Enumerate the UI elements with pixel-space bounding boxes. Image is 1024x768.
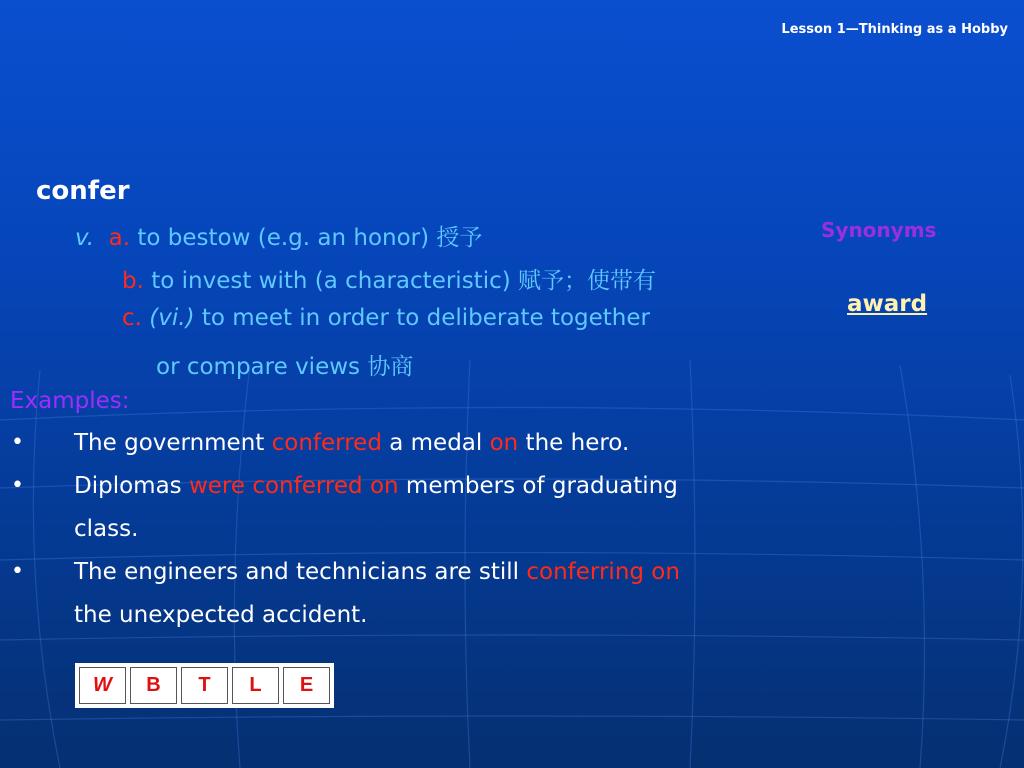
nav-button-b[interactable]: B bbox=[130, 667, 177, 704]
definition-c-continued bbox=[156, 348, 413, 381]
example-3 bbox=[74, 559, 680, 585]
vocabulary-word: confer bbox=[36, 176, 130, 206]
example-1 bbox=[74, 430, 629, 456]
definition-c-pos: (vi.) bbox=[149, 305, 195, 331]
definition-c-chinese: 协商 bbox=[367, 354, 414, 380]
definition-a-letter: a. bbox=[108, 225, 131, 251]
part-of-speech: v. bbox=[75, 225, 95, 251]
definition-b-text: to invest with (a characteristic) bbox=[151, 268, 511, 294]
example-1-highlight-1: conferred bbox=[271, 430, 382, 456]
definition-c bbox=[122, 305, 650, 331]
definition-c-text: to meet in order to deliberate together bbox=[201, 305, 650, 331]
examples-label: Examples: bbox=[10, 388, 130, 414]
example-2-part-1: Diplomas bbox=[74, 473, 189, 499]
definition-a-chinese: 授予 bbox=[436, 225, 483, 251]
definition-b-chinese: 赋予；使带有 bbox=[518, 268, 657, 294]
example-2-part-2: members of graduating bbox=[398, 473, 678, 499]
bullet-2: • bbox=[11, 473, 24, 498]
example-1-part-3: the hero. bbox=[518, 430, 630, 456]
bullet-3: • bbox=[11, 559, 24, 584]
definition-b-letter: b. bbox=[122, 268, 144, 294]
definition-c-letter: c. bbox=[122, 305, 142, 331]
example-2 bbox=[74, 473, 678, 499]
synonym-award-link[interactable]: award bbox=[847, 291, 928, 317]
definition-b bbox=[122, 262, 656, 295]
example-1-highlight-2: on bbox=[489, 430, 519, 456]
bullet-1: • bbox=[11, 430, 24, 455]
example-2-continued: class. bbox=[74, 516, 139, 542]
example-2-highlight: were conferred on bbox=[188, 473, 399, 499]
nav-button-e[interactable]: E bbox=[283, 667, 330, 704]
definition-a bbox=[75, 219, 482, 252]
wbtle-nav bbox=[75, 663, 334, 708]
nav-button-t[interactable]: T bbox=[181, 667, 228, 704]
synonyms-title: Synonyms bbox=[821, 218, 937, 242]
definition-a-text: to bestow (e.g. an honor) bbox=[137, 225, 430, 251]
example-1-part-1: The government bbox=[74, 430, 272, 456]
lesson-title: Lesson 1—Thinking as a Hobby bbox=[781, 22, 1008, 37]
example-3-continued: the unexpected accident. bbox=[74, 602, 368, 628]
example-3-highlight: conferring on bbox=[526, 559, 680, 585]
example-3-part-1: The engineers and technicians are still bbox=[74, 559, 527, 585]
example-1-part-2: a medal bbox=[381, 430, 490, 456]
nav-button-w[interactable]: W bbox=[79, 667, 126, 704]
definition-c-text2: or compare views bbox=[156, 354, 361, 380]
nav-button-l[interactable]: L bbox=[232, 667, 279, 704]
